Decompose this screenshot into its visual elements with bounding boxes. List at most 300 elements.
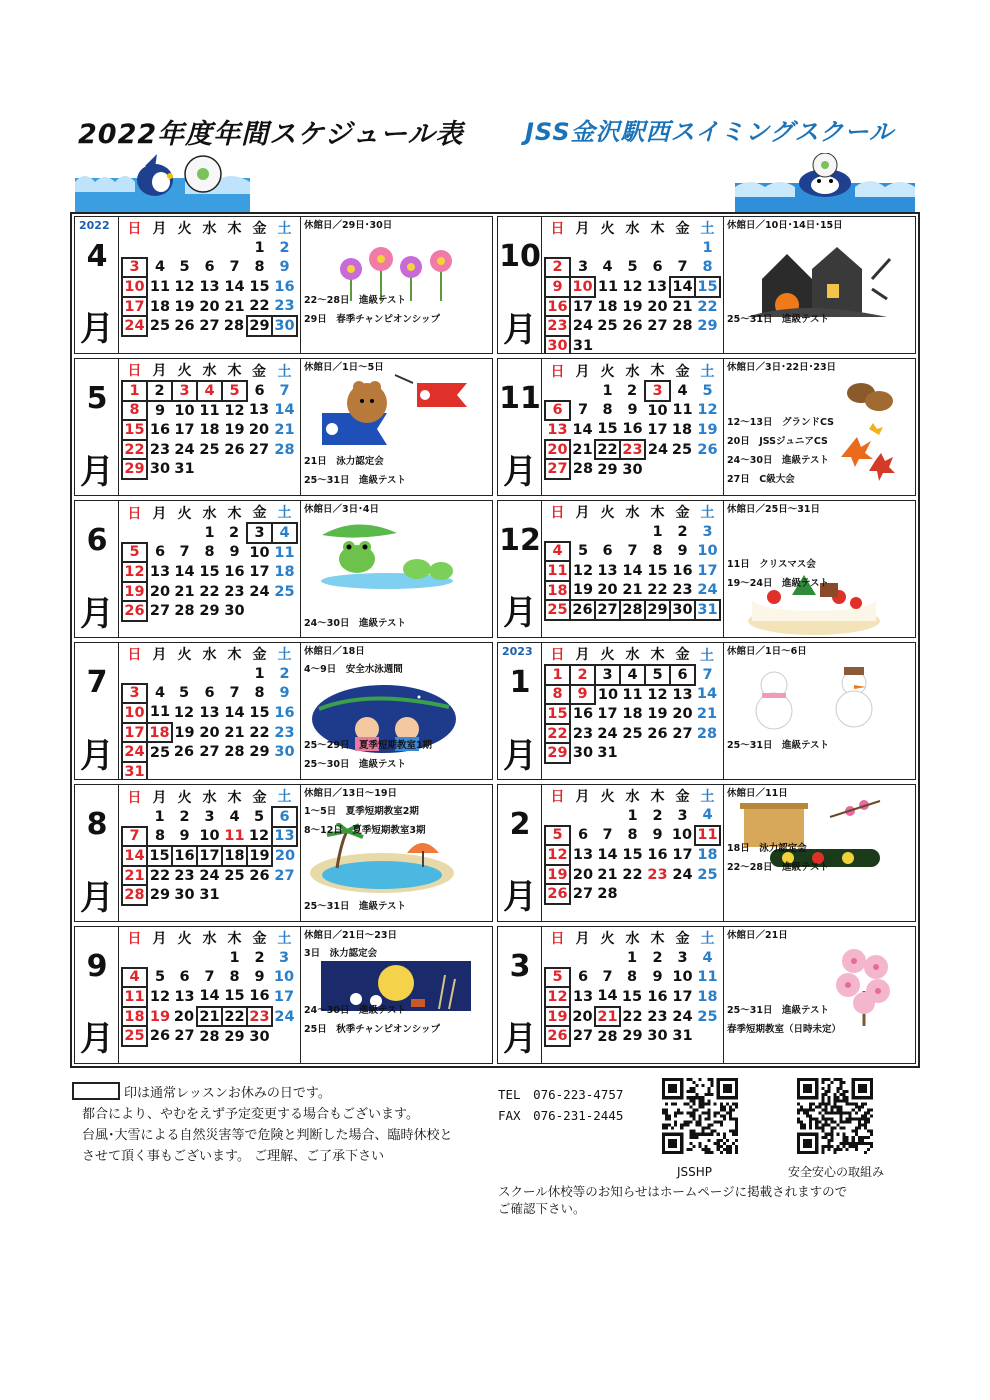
- weekday-header: 火: [177, 505, 192, 522]
- day-cell: 19: [122, 582, 147, 602]
- month-calendar: [542, 217, 724, 354]
- month-label: [498, 643, 542, 780]
- closed-days: 休館日／11日: [727, 788, 788, 799]
- day-cell: 7: [677, 258, 688, 275]
- day-cell: 17: [597, 705, 618, 722]
- empty-cell: [222, 664, 247, 684]
- month-number: 5: [86, 381, 108, 416]
- event-item: [304, 859, 489, 878]
- day-cell: 15: [695, 277, 720, 297]
- day-cell: 3: [577, 258, 589, 275]
- event-item: 25～31日 進級テスト: [304, 901, 407, 912]
- day-cell: 28: [199, 1028, 220, 1045]
- day-cell: 20: [597, 582, 618, 599]
- empty-cell: [595, 620, 620, 638]
- weekday-header: 火: [177, 789, 192, 806]
- day-cell: 9: [154, 402, 166, 419]
- event-item: 22～28日 進級テスト: [727, 862, 830, 874]
- month-number: 4: [86, 239, 108, 274]
- empty-cell: [172, 523, 197, 543]
- month-label: [498, 217, 542, 354]
- month-number: 3: [509, 949, 531, 984]
- day-cell: 15: [147, 846, 172, 866]
- month-panel: [74, 216, 493, 354]
- day-cell: 19: [545, 1007, 570, 1027]
- month-notes: [301, 643, 492, 780]
- day-cell: 18: [147, 723, 172, 743]
- day-cell: 12: [224, 402, 245, 419]
- empty-cell: [695, 459, 720, 479]
- day-cell: 20: [572, 1008, 593, 1025]
- weekday-header: 木: [650, 789, 665, 805]
- month-kanji: 月: [80, 1018, 114, 1059]
- day-cell: 13: [272, 827, 297, 847]
- empty-cell: [695, 479, 720, 496]
- empty-cell: [122, 479, 147, 496]
- empty-cell: [645, 763, 670, 780]
- weekday-header: 土: [277, 647, 292, 663]
- day-cell: 30: [545, 336, 570, 354]
- penguin-swim-banner-left: [75, 152, 250, 212]
- day-cell: 6: [179, 969, 190, 986]
- empty-cell: [595, 336, 620, 354]
- empty-cell: [645, 459, 670, 479]
- day-cell: 1: [626, 949, 638, 966]
- weekday-header: 日: [550, 221, 565, 237]
- day-cell: 14: [696, 686, 718, 703]
- empty-cell: [222, 238, 247, 258]
- empty-cell: [247, 479, 272, 496]
- weekday-header: 月: [152, 505, 167, 522]
- empty-cell: [545, 1046, 570, 1064]
- weekday-header: 火: [600, 221, 615, 237]
- day-cell: 31: [597, 745, 618, 762]
- day-cell: 20: [199, 298, 220, 315]
- day-cell: 22: [199, 583, 220, 600]
- day-cell: 7: [204, 969, 215, 986]
- empty-cell: [670, 884, 695, 904]
- day-cell: 18: [697, 847, 718, 864]
- day-cell: 27: [199, 318, 220, 335]
- closed-days: 休館日／21日: [727, 930, 788, 941]
- weekday-header: 月: [152, 789, 167, 806]
- event-item: 19～24日 進級テスト: [727, 578, 830, 590]
- month-notes: [301, 501, 492, 638]
- day-cell: 19: [174, 298, 195, 315]
- day-cell: 25: [597, 318, 618, 335]
- empty-cell: [122, 621, 147, 638]
- day-cell: 4: [154, 685, 166, 702]
- day-cell: 12: [572, 562, 594, 579]
- day-cell: 21: [274, 421, 295, 438]
- empty-cell: [172, 762, 197, 780]
- weekday-header: 月: [152, 647, 167, 663]
- day-cell: 11: [199, 402, 220, 419]
- empty-cell: [645, 238, 670, 258]
- day-cell: 9: [652, 827, 663, 844]
- day-cell: 13: [646, 278, 668, 295]
- month-panel: [74, 642, 493, 780]
- day-cell: 3: [595, 665, 620, 685]
- day-cell: 12: [173, 704, 195, 721]
- month-calendar: [119, 217, 301, 354]
- day-cell: 29: [597, 461, 618, 478]
- empty-cell: [645, 336, 670, 354]
- month-number: 10: [499, 239, 541, 274]
- empty-cell: [247, 905, 272, 922]
- day-cell: 29: [224, 1028, 245, 1045]
- day-cell: 8: [626, 969, 638, 986]
- empty-cell: [670, 1046, 695, 1064]
- weekday-header: 木: [227, 647, 242, 663]
- day-cell: 11: [274, 544, 295, 561]
- empty-cell: [695, 1026, 720, 1046]
- day-cell: 15: [249, 704, 270, 721]
- month-number: 9: [86, 949, 108, 984]
- day-cell: 1: [545, 665, 570, 685]
- day-cell: 14: [597, 988, 618, 1005]
- empty-cell: [620, 1046, 645, 1064]
- event-item: 22～28日 進級テスト: [304, 294, 407, 306]
- empty-cell: [545, 763, 570, 780]
- event-item: [304, 717, 489, 736]
- event-item: [304, 679, 489, 698]
- day-cell: 19: [572, 582, 594, 599]
- day-cell: 24: [647, 441, 669, 458]
- penguin-swim-banner-right: [735, 153, 915, 213]
- day-cell: 31: [199, 887, 220, 904]
- empty-cell: [247, 1046, 272, 1064]
- weekday-header: 火: [177, 221, 192, 237]
- weekday-header: 水: [202, 221, 217, 237]
- event-item: 25～30日 進級テスト: [304, 759, 407, 770]
- month-kanji: 月: [503, 592, 537, 633]
- day-cell: 11: [672, 402, 693, 419]
- empty-cell: [570, 238, 595, 258]
- day-cell: 6: [204, 259, 215, 276]
- empty-cell: [645, 1046, 670, 1064]
- empty-cell: [147, 905, 172, 922]
- empty-cell: [122, 238, 147, 258]
- day-cell: 16: [149, 421, 171, 438]
- qr-code-jsshp[interactable]: [662, 1078, 738, 1154]
- weekday-header: 日: [127, 363, 142, 379]
- month-calendar: [119, 927, 301, 1064]
- day-cell: 1: [254, 239, 265, 256]
- month-notes: [301, 217, 492, 354]
- empty-cell: [545, 620, 570, 638]
- weekday-header: 月: [575, 363, 590, 380]
- day-cell: 15: [224, 988, 245, 1005]
- day-cell: 20: [647, 298, 668, 315]
- day-cell: 14: [174, 563, 195, 580]
- empty-cell: [695, 763, 720, 780]
- weekday-header: 金: [252, 505, 267, 521]
- empty-cell: [222, 479, 247, 496]
- day-cell: 16: [672, 562, 693, 579]
- month-kanji: 月: [80, 593, 114, 634]
- day-cell: 14: [622, 562, 643, 579]
- day-cell: 1: [254, 665, 265, 682]
- event-item: [304, 698, 489, 717]
- weekday-header: 水: [202, 363, 217, 379]
- day-cell: 5: [253, 808, 265, 825]
- day-cell: 20: [545, 440, 570, 460]
- empty-cell: [570, 620, 595, 638]
- day-cell: 26: [622, 318, 643, 335]
- weekday-header: 金: [675, 221, 690, 237]
- day-cell: 29: [247, 316, 272, 336]
- day-cell: 29: [199, 603, 220, 620]
- empty-cell: [172, 948, 197, 968]
- month-calendar: [119, 643, 301, 780]
- day-cell: 27: [595, 600, 620, 620]
- day-cell: 18: [622, 705, 643, 722]
- empty-cell: [222, 905, 247, 922]
- legend-text: 印は通常レッスンお休みの日です。: [124, 1086, 331, 1101]
- legend-box: [72, 1082, 120, 1100]
- weekday-header: 水: [625, 931, 640, 947]
- empty-cell: [570, 948, 595, 968]
- day-cell: 22: [249, 298, 270, 315]
- day-cell: 15: [545, 704, 570, 724]
- day-cell: 19: [247, 846, 272, 866]
- day-cell: 4: [545, 542, 570, 562]
- day-cell: 11: [697, 969, 718, 986]
- day-cell: 10: [570, 277, 595, 297]
- day-cell: 27: [545, 459, 570, 479]
- day-cell: 26: [545, 884, 570, 904]
- day-cell: 10: [273, 969, 295, 986]
- empty-cell: [670, 479, 695, 496]
- empty-cell: [197, 621, 222, 638]
- month-notes: [724, 217, 915, 354]
- day-cell: 8: [254, 259, 265, 276]
- day-cell: 4: [702, 807, 713, 824]
- empty-cell: [545, 238, 570, 258]
- weekday-header: 水: [625, 505, 640, 521]
- month-calendar: [542, 643, 724, 780]
- closed-days: 休館日／21日～23日: [304, 930, 397, 941]
- day-cell: 28: [620, 600, 645, 620]
- day-cell: 25: [224, 868, 245, 885]
- weekday-header: 火: [177, 647, 192, 663]
- month-label: [498, 927, 542, 1064]
- day-cell: 25: [697, 1008, 718, 1025]
- weekday-header: 金: [675, 931, 690, 947]
- day-cell: 4: [677, 382, 688, 399]
- day-cell: 21: [224, 724, 245, 741]
- day-cell: 6: [154, 544, 166, 561]
- qr2-label: 安全安心の取組み: [788, 1165, 885, 1179]
- day-cell: 21: [572, 441, 593, 458]
- weekday-header: 土: [700, 505, 715, 521]
- weekday-header: 月: [575, 221, 590, 237]
- empty-cell: [197, 1046, 222, 1064]
- empty-cell: [695, 1046, 720, 1064]
- empty-cell: [197, 238, 222, 258]
- day-cell: 29: [645, 600, 670, 620]
- day-cell: 4: [272, 523, 297, 543]
- day-cell: 2: [228, 524, 240, 541]
- day-cell: 21: [696, 705, 718, 722]
- weekday-header: 土: [700, 789, 715, 805]
- day-cell: 12: [149, 988, 171, 1005]
- weekday-header: 金: [252, 789, 267, 806]
- empty-cell: [645, 620, 670, 638]
- day-cell: 22: [622, 1008, 643, 1025]
- event-item: 25～29日 夏季短期教室1期: [304, 740, 433, 751]
- day-cell: 7: [627, 543, 638, 560]
- day-cell: 22: [122, 440, 147, 460]
- day-cell: 8: [229, 969, 240, 986]
- event-item: 3日 泳力認定会: [304, 948, 378, 959]
- empty-cell: [645, 479, 670, 496]
- day-cell: 4: [602, 259, 613, 276]
- day-cell: 18: [122, 1007, 147, 1027]
- day-cell: 23: [274, 724, 295, 741]
- day-cell: 15: [199, 563, 220, 580]
- day-cell: 10: [199, 827, 220, 844]
- day-cell: 28: [696, 725, 718, 742]
- day-cell: 22: [622, 866, 643, 883]
- month-label: [75, 359, 119, 496]
- day-cell: 8: [154, 827, 166, 844]
- day-cell: 9: [279, 259, 290, 276]
- day-cell: 16: [274, 278, 295, 295]
- day-cell: 15: [622, 846, 643, 863]
- weekday-header: 金: [675, 363, 690, 380]
- day-cell: 15: [621, 988, 643, 1005]
- day-cell: 6: [577, 969, 589, 986]
- weekday-header: 水: [202, 505, 217, 522]
- day-cell: 15: [249, 278, 270, 295]
- school-name: JSS金沢駅西スイミングスクール: [525, 118, 894, 146]
- day-cell: 29: [622, 1028, 643, 1045]
- day-cell: 4: [702, 949, 713, 966]
- weekday-header: 火: [600, 505, 615, 521]
- day-cell: 26: [697, 441, 718, 458]
- day-cell: 27: [647, 318, 668, 335]
- day-cell: 1: [229, 949, 240, 966]
- day-cell: 30: [249, 1028, 270, 1045]
- day-cell: 30: [670, 600, 695, 620]
- event-item: 20日 JSSジュニアCS: [727, 436, 828, 448]
- day-cell: 23: [572, 725, 594, 742]
- event-item: 25～31日 進級テスト: [727, 740, 830, 752]
- weekday-header: 土: [277, 505, 292, 521]
- event-item: 25～31日 進級テスト: [727, 314, 830, 326]
- day-cell: 28: [174, 603, 195, 620]
- day-cell: 11: [695, 826, 720, 846]
- month-panel: [497, 500, 916, 638]
- month-notes: [724, 785, 915, 922]
- weekday-header: 木: [650, 931, 665, 947]
- day-cell: 25: [697, 866, 718, 883]
- empty-cell: [272, 336, 297, 354]
- empty-cell: [570, 806, 595, 826]
- month-number: 6: [86, 523, 108, 558]
- day-cell: 17: [122, 723, 147, 743]
- day-cell: 24: [122, 742, 147, 762]
- empty-cell: [645, 884, 670, 904]
- empty-cell: [197, 459, 222, 479]
- weekday-header: 水: [202, 647, 217, 663]
- weekday-header: 水: [202, 931, 217, 947]
- day-cell: 25: [622, 725, 643, 742]
- weekday-header: 水: [625, 789, 640, 805]
- weekday-header: 木: [227, 931, 242, 947]
- empty-cell: [620, 884, 645, 904]
- empty-cell: [247, 601, 272, 621]
- empty-cell: [172, 664, 197, 684]
- empty-cell: [197, 664, 222, 684]
- day-cell: 25: [545, 600, 570, 620]
- qr-code-safety[interactable]: [797, 1078, 873, 1154]
- empty-cell: [122, 948, 147, 968]
- day-cell: 24: [672, 1008, 693, 1025]
- empty-cell: [272, 885, 297, 905]
- day-cell: 21: [597, 866, 618, 883]
- notice-line-1: スクール休校等のお知らせはホームページに掲載されますので: [498, 1184, 848, 1199]
- month-number: 7: [86, 665, 108, 700]
- empty-cell: [172, 905, 197, 922]
- day-cell: 26: [249, 868, 270, 885]
- footer-notes: [72, 1082, 453, 1167]
- month-panel: [74, 926, 493, 1064]
- day-cell: 18: [671, 421, 693, 438]
- day-cell: 9: [179, 827, 190, 844]
- empty-cell: [570, 479, 595, 496]
- month-kanji: 月: [80, 877, 114, 918]
- empty-cell: [147, 479, 172, 496]
- empty-cell: [595, 904, 620, 922]
- day-cell: 16: [224, 563, 245, 580]
- month-panel: [74, 358, 493, 496]
- weekday-header: 金: [675, 789, 690, 805]
- empty-cell: [570, 381, 595, 401]
- day-cell: 4: [229, 808, 240, 825]
- event-item: 24～30日 進級テスト: [304, 1005, 407, 1016]
- day-cell: 10: [597, 686, 619, 703]
- day-cell: 11: [149, 704, 171, 721]
- day-cell: 6: [652, 259, 663, 276]
- day-cell: 1: [154, 808, 165, 825]
- weekday-header: 日: [550, 647, 565, 663]
- day-cell: 4: [122, 968, 147, 988]
- empty-cell: [595, 806, 620, 826]
- weekday-header: 水: [625, 221, 640, 237]
- day-cell: 3: [702, 523, 713, 540]
- day-cell: 20: [199, 724, 220, 741]
- weekday-header: 土: [700, 363, 715, 380]
- closed-days: 休館日／1日～5日: [304, 362, 384, 373]
- empty-cell: [570, 763, 595, 780]
- day-cell: 17: [122, 297, 147, 317]
- day-cell: 23: [247, 1007, 272, 1027]
- weekday-header: 日: [550, 505, 565, 521]
- day-cell: 10: [122, 703, 147, 723]
- empty-cell: [272, 601, 297, 621]
- empty-cell: [670, 904, 695, 922]
- month-kanji: 月: [503, 876, 537, 917]
- day-cell: 28: [597, 886, 618, 903]
- day-cell: 17: [174, 421, 195, 438]
- day-cell: 19: [174, 724, 195, 741]
- footer-line-4: させて頂く事もございます。 ご理解、ご了承下さい: [82, 1149, 385, 1164]
- day-cell: 2: [570, 665, 595, 685]
- day-cell: 24: [572, 318, 594, 335]
